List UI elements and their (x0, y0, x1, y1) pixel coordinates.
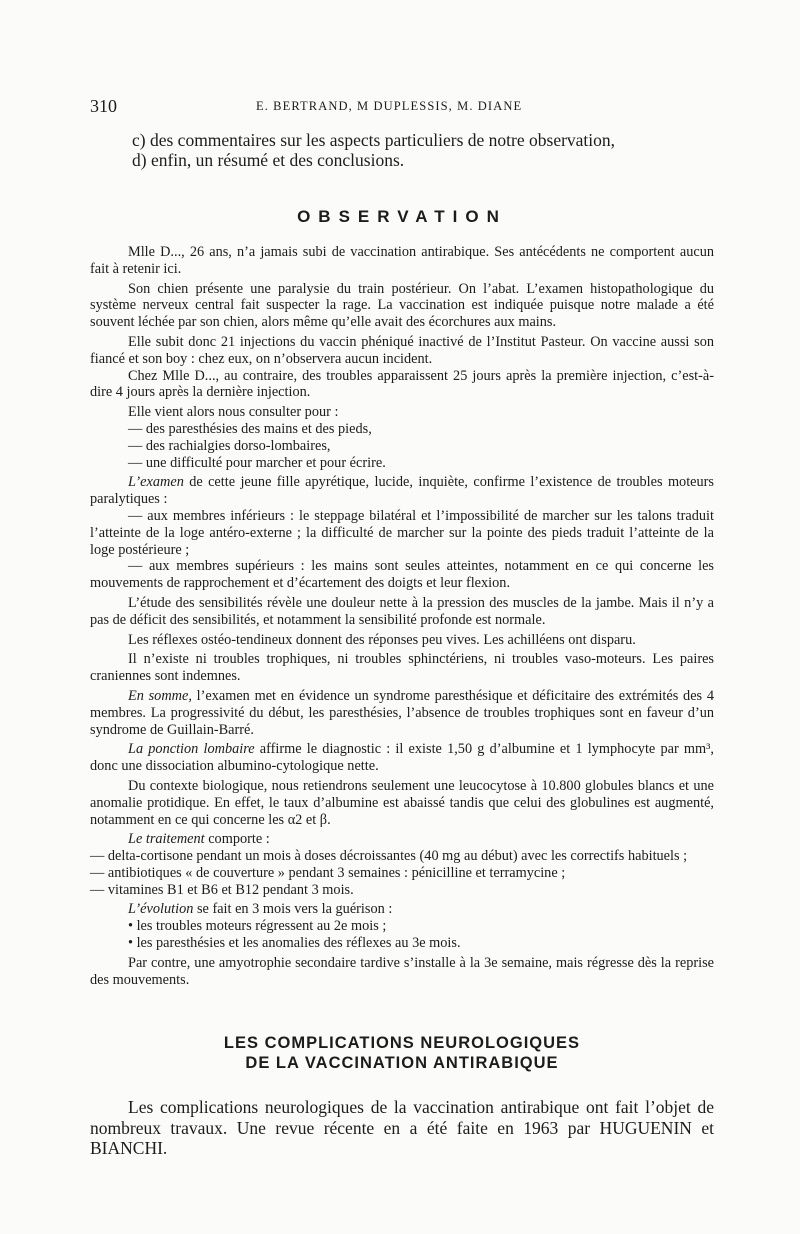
intro-paragraph (90, 1097, 714, 1159)
list-item: — des paresthésies des mains et des pieds, (128, 420, 372, 437)
section-title: OBSERVATION (297, 207, 507, 226)
paragraph (90, 741, 714, 775)
paragraph (90, 831, 714, 848)
page-number: 310 (90, 96, 117, 116)
paragraph: Du contexte biologique, nous retiendrons seulement une leucocytose à 10.800 globules blancs et une anomalie protidique. En effet, le taux d’albumine est abaissé tandis que celui des globulines est augmenté, notamment en ce qui concerne les α2 et β. (90, 777, 714, 828)
page-header (90, 96, 714, 118)
observation-body (90, 244, 714, 988)
paragraph (90, 474, 714, 508)
list-item: • les troubles moteurs régressent au 2e mois ; (128, 918, 387, 935)
paragraph-lead: L’évolution (128, 901, 194, 918)
section-heading (90, 1033, 714, 1073)
paragraph: Il n’existe ni troubles trophiques, ni troubles sphinctériens, ni troubles vaso-moteurs. Les paires craniennes sont indemnes. (90, 651, 714, 685)
paragraph: Elle subit donc 21 injections du vaccin phéniqué inactivé de l’Institut Pasteur. On vaccine aussi son fiancé et son boy : chez eux, on n’observera aucun incident. (90, 333, 714, 367)
top-list (90, 130, 714, 170)
paragraph-lead: La ponction lombaire (128, 741, 255, 758)
section-heading-line: LES COMPLICATIONS NEUROLOGIQUES (223, 1034, 581, 1053)
paragraph-text: affirme le diagnostic : il existe 1,50 g d’albumine et 1 lymphocyte par mm³, donc une dissociation albumino-cytologique nette. (90, 741, 715, 775)
section-heading-line: DE LA VACCINATION ANTIRABIQUE (245, 1054, 559, 1073)
paragraph-text: de cette jeune fille apyrétique, lucide, inquiète, confirme l’existence de troubles moteurs paralytiques : (90, 474, 714, 508)
paragraph: Mlle D..., 26 ans, n’a jamais subi de vaccination antirabique. Ses antécédents ne comportent aucun fait à retenir ici. (90, 244, 714, 277)
page (90, 96, 714, 1159)
paragraph: — aux membres inférieurs : le steppage bilatéral et l’impossibilité de marcher sur les talons traduit l’atteinte de la loge antéro-externe ; la difficulté de marcher sur la pointe des pieds traduit l’atteinte de la loge postérieure ; (90, 507, 714, 558)
paragraph: — aux membres supérieurs : les mains sont seules atteintes, notamment en ce qui concerne les mouvements de rapprochement et d’écartement des doigts et leur flexion. (90, 558, 714, 592)
paragraph-text: se fait en 3 mois vers la guérison : (193, 901, 393, 918)
paragraph: Par contre, une amyotrophie secondaire tardive s’installe à la 3e semaine, mais régresse dès la reprise des mouvements. (90, 954, 714, 988)
paragraph-lead: En somme, (128, 687, 192, 704)
paragraph-text: l’examen met en évidence un syndrome paresthésique et déficitaire des extrémités des 4 membres. La progressivité du début, les paresthésies, l’absence de troubles trophiques sont en faveur d’un syndrome de Guillain-Barré. (90, 687, 714, 738)
list-item: — une difficulté pour marcher et pour écrire. (128, 454, 386, 471)
paragraph: Elle vient alors nous consulter pour : (128, 404, 339, 421)
list-item: — delta-cortisone pendant un mois à doses décroissantes (40 mg au début) avec les correctifs habituels ; (90, 848, 688, 865)
paragraph (90, 688, 714, 738)
list-item: d) enfin, un résumé et des conclusions. (132, 150, 405, 170)
list-item: • les paresthésies et les anomalies des réflexes au 3e mois. (128, 935, 461, 952)
paragraph-lead: Le traitement (128, 831, 205, 848)
paragraph: L’étude des sensibilités révèle une douleur nette à la pression des muscles de la jambe. Mais il n’y a pas de déficit des sensibilités, et notamment la sensibilité profonde est normale. (90, 594, 714, 628)
paragraph-lead: L’examen (128, 474, 184, 491)
paragraph: Chez Mlle D..., au contraire, des troubles apparaissent 25 jours après la première injection, c’est-à-dire 4 jours après la dernière injection. (90, 367, 714, 401)
paragraph: Son chien présente une paralysie du train postérieur. On l’abat. L’examen histopathologique du système nerveux central fait suspecter la rage. La vaccination est indiquée puisque notre malade a été souvent léchée par son chien, alors même qu’elle avait des écorchures aux mains. (90, 280, 714, 331)
list-item: — des rachialgies dorso-lombaires, (128, 437, 331, 454)
paragraph: Les complications neurologiques de la vaccination antirabique ont fait l’objet de nombreux travaux. Une revue récente en a été faite en 1963 par HUGUENIN et BIANCHI. (90, 1097, 714, 1159)
paragraph-text: comporte : (204, 831, 270, 848)
list-item: — antibiotiques « de couverture » pendant 3 semaines : pénicilline et terramycine ; (90, 864, 566, 881)
running-title: E. BERTRAND, M DUPLESSIS, M. DIANE (256, 99, 523, 113)
paragraph: Les réflexes ostéo-tendineux donnent des réponses peu vives. Les achilléens ont disparu. (128, 631, 636, 648)
paragraph (90, 901, 714, 918)
list-item: — vitamines B1 et B6 et B12 pendant 3 mois. (90, 881, 354, 898)
list-item: c) des commentaires sur les aspects particuliers de notre observation, (132, 130, 616, 150)
